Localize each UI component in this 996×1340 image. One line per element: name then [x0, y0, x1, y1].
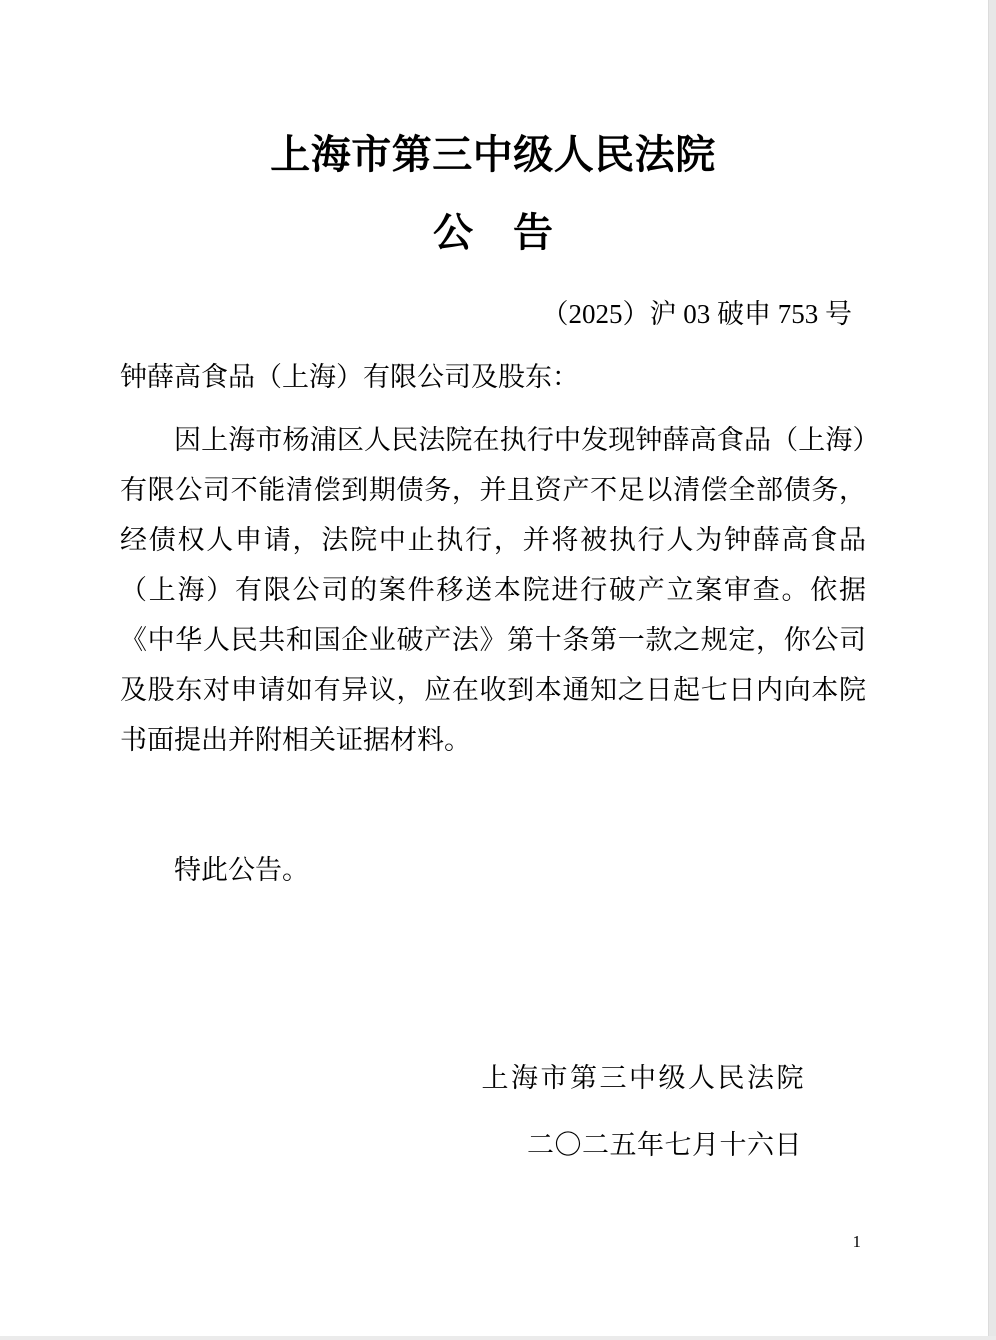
announcement-title: 公 告	[433, 210, 553, 255]
signature-date: 二〇二五年七月十六日	[527, 1130, 802, 1160]
case-number: （2025）沪 03 破申 753 号	[541, 299, 852, 329]
page-right-edge	[988, 0, 996, 1340]
page-number: 1	[852, 1232, 861, 1251]
addressee-line: 钟薛高食品（上海）有限公司及股东：	[120, 362, 579, 392]
court-name-heading: 上海市第三中级人民法院	[270, 132, 716, 177]
closing-phrase: 特此公告。	[174, 855, 309, 885]
signature-court-name: 上海市第三中级人民法院	[481, 1063, 806, 1093]
page-bottom-edge	[0, 1336, 996, 1340]
announcement-body: 因上海市杨浦区人民法院在执行中发现钟薛高食品（上海）有限公司不能清偿到期债务，并且资产不足以清偿全部债务，经债权人申请，法院中止执行，并将被执行人为钟薛高食品（上海）有限公司的案件移送本院进行破产立案审查。依据《中华人民共和国企业破产法》第十条第一款之规定，你公司及股东对申请如有异议，应在收到本通知之日起七日内向本院书面提出并附相关证据材料。	[120, 425, 866, 755]
